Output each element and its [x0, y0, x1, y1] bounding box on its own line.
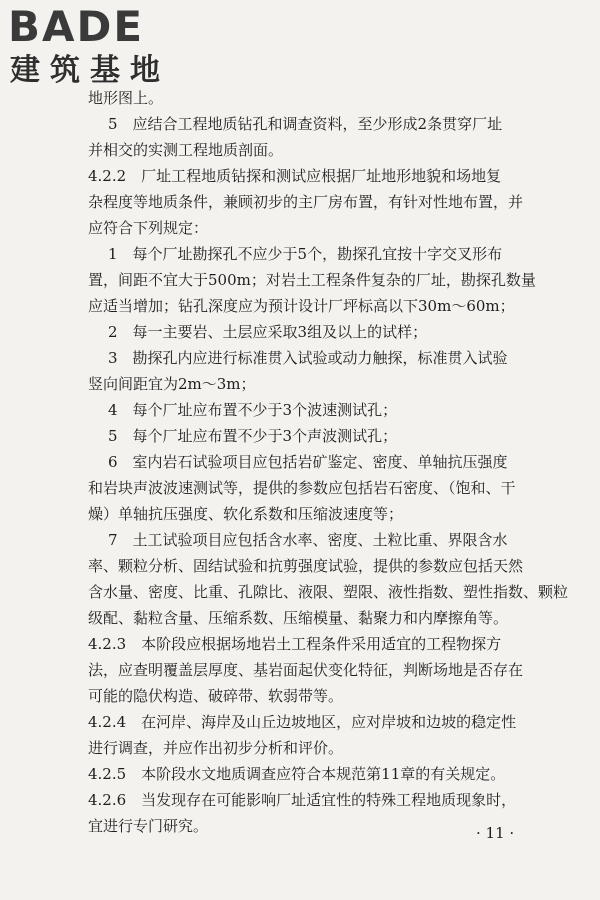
clause-4-2-5: 4.2.5 本阶段水文地质调查应符合本规范第11章的有关规定。: [88, 765, 506, 783]
text-line: 4 每个厂址应布置不少于3个波速测试孔；: [108, 401, 398, 419]
text-line: 7 土工试验项目应包括含水率、密度、土粒比重、界限含水: [108, 531, 508, 549]
text-line: 含水量、密度、比重、孔隙比、液限、塑限、液性指数、塑性指数、颗粒: [88, 583, 569, 601]
text-line: 置，间距不宜大于500m；对岩土工程条件复杂的厂址，勘探孔数量: [88, 271, 536, 289]
text-line: 应适当增加；钻孔深度应为预计设计厂坪标高以下30m～60m；: [88, 297, 515, 315]
text-line: 燥）单轴抗压强度、软化系数和压缩波速度等；: [88, 505, 404, 523]
text-line: 5 应结合工程地质钻孔和调查资料，至少形成2条贯穿厂址: [108, 115, 503, 133]
text-line: 1 每个厂址勘探孔不应少于5个，勘探孔宜按十字交叉形布: [108, 245, 503, 263]
text-line: 5 每个厂址应布置不少于3个声波测试孔；: [108, 427, 398, 445]
text-line: 2 每一主要岩、土层应采取3组及以上的试样；: [108, 323, 428, 341]
text-line: 法，应查明覆盖层厚度、基岩面起伏变化特征，判断场地是否存在: [88, 661, 524, 679]
page-number: · 11 ·: [476, 824, 515, 842]
text-line: 3 勘探孔内应进行标准贯入试验或动力触探，标准贯入试验: [108, 349, 508, 367]
text-line: 地形图上。: [88, 89, 164, 107]
logo-wordmark: BADE: [8, 2, 145, 51]
text-line: 和岩块声波波速测试等，提供的参数应包括岩石密度、（饱和、干: [88, 479, 516, 497]
text-line: 并相交的实测工程地质剖面。: [88, 141, 284, 159]
clause-4-2-4: 4.2.4 在河岸、海岸及山丘边坡地区，应对岸坡和边坡的稳定性: [88, 713, 517, 731]
clause-4-2-6: 4.2.6 当发现存在可能影响厂址适宜性的特殊工程地质现象时，: [88, 791, 517, 809]
text-line: 应符合下列规定：: [88, 219, 209, 237]
text-line: 竖向间距宜为2m～3m；: [88, 375, 256, 393]
text-line: 率、颗粒分析、固结试验和抗剪强度试验，提供的参数应包括天然: [88, 557, 524, 575]
logo-subtitle: 建筑基地: [10, 53, 170, 88]
clause-4-2-3: 4.2.3 本阶段应根据场地岩土工程条件采用适宜的工程物探方: [88, 635, 502, 653]
text-line: 级配、黏粒含量、压缩系数、压缩模量、黏聚力和内摩擦角等。: [88, 609, 509, 627]
text-line: 杂程度等地质条件，兼顾初步的主厂房布置，有针对性地布置，并: [88, 193, 524, 211]
text-line: 进行调查，并应作出初步分析和评价。: [88, 739, 344, 757]
text-line: 可能的隐伏构造、破碎带、软弱带等。: [88, 687, 344, 705]
clause-4-2-2: 4.2.2 厂址工程地质钻探和测试应根据厂址地形地貌和场地复: [88, 167, 502, 185]
text-line: 6 室内岩石试验项目应包括岩矿鉴定、密度、单轴抗压强度: [108, 453, 508, 471]
text-line: 宜进行专门研究。: [88, 817, 209, 835]
